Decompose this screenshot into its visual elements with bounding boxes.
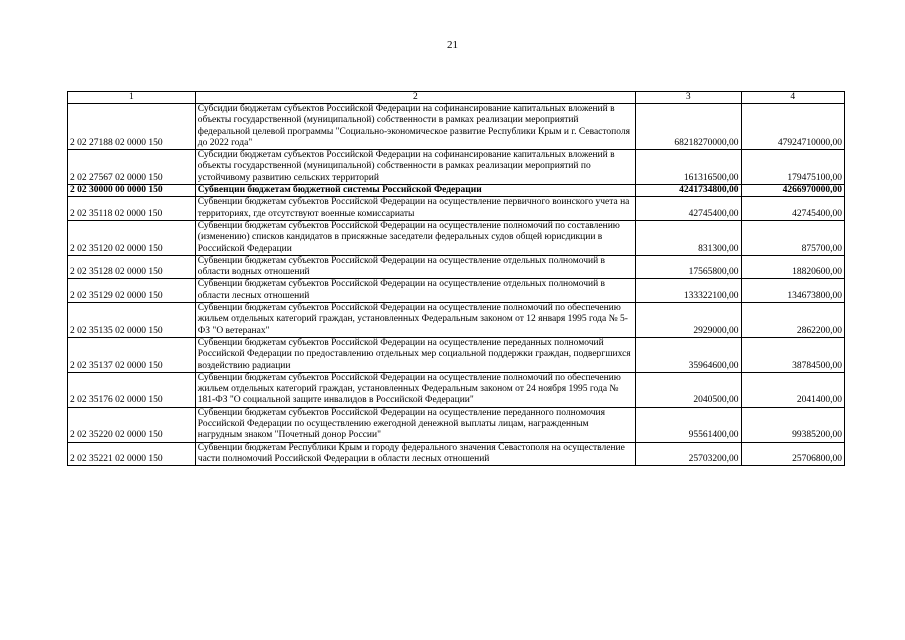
amount-col4-cell: 875700,00 [741,220,845,255]
amount-col4-cell: 2862200,00 [741,303,845,338]
amount-col4-cell: 99385200,00 [741,407,845,442]
description-cell: Субсидии бюджетам субъектов Российской Федерации на софинансирование капитальных вложений в объекты государственной (муниципальной) собственности в рамках реализации мероприятий федеральной целевой программы "Социально-экономическое развитие Республики Крым и г. Севастополя до 2022 года" [195,104,635,150]
table-row [68,104,845,150]
amount-col3-cell: 2929000,00 [636,303,741,338]
amount-col3-cell: 68218270000,00 [636,104,741,150]
table-row [68,442,845,466]
budget-table [67,91,845,466]
table-row [68,197,845,221]
budget-code-cell: 2 02 30000 00 0000 150 [68,185,196,197]
budget-code-cell: 2 02 35176 02 0000 150 [68,372,196,407]
amount-col3-cell: 17565800,00 [636,255,741,279]
description-cell: Субвенции бюджетам бюджетной системы Российской Федерации [195,185,635,197]
description-cell: Субвенции бюджетам субъектов Российской Федерации на осуществление полномочий по обеспечению жильем отдельных категорий граждан, установленных Федеральным законом от 24 ноября 1995 года № 181-ФЗ "О социальной защите инвалидов в Российской Федерации" [195,372,635,407]
table-row [68,220,845,255]
amount-col4-cell: 179475100,00 [741,150,845,185]
amount-col4-cell: 38784500,00 [741,337,845,372]
description-cell: Субвенции бюджетам субъектов Российской Федерации на осуществление переданного полномочия Российской Федерации по осуществлению ежегодной денежной выплаты лицам, награжденным нагрудным знаком "Почетный донор России" [195,407,635,442]
amount-col4-cell: 18820600,00 [741,255,845,279]
amount-col4-cell: 47924710000,00 [741,104,845,150]
table-row [68,303,845,338]
amount-col4-cell: 4266970000,00 [741,185,845,197]
column-header-1: 1 [68,92,196,104]
column-header-2: 2 [195,92,635,104]
description-cell: Субвенции бюджетам субъектов Российской Федерации на осуществление отдельных полномочий в области водных отношений [195,255,635,279]
budget-code-cell: 2 02 35118 02 0000 150 [68,197,196,221]
column-header-4: 4 [741,92,845,104]
budget-code-cell: 2 02 35120 02 0000 150 [68,220,196,255]
budget-code-cell: 2 02 35129 02 0000 150 [68,279,196,303]
amount-col3-cell: 95561400,00 [636,407,741,442]
table-row [68,337,845,372]
page-number: 21 [447,39,458,51]
description-cell: Субвенции бюджетам субъектов Российской Федерации на осуществление отдельных полномочий в области лесных отношений [195,279,635,303]
table-row [68,279,845,303]
description-cell: Субвенции бюджетам Республики Крым и городу федерального значения Севастополя на осуществление части полномочий Российской Федерации в области лесных отношений [195,442,635,466]
table-row [68,407,845,442]
description-cell: Субвенции бюджетам субъектов Российской Федерации на осуществление переданных полномочий Российской Федерации по предоставлению отдельных мер социальной поддержки граждан, подвергшихся воздействию радиации [195,337,635,372]
budget-code-cell: 2 02 35220 02 0000 150 [68,407,196,442]
budget-code-cell: 2 02 35221 02 0000 150 [68,442,196,466]
table-row [68,255,845,279]
budget-code-cell: 2 02 27567 02 0000 150 [68,150,196,185]
amount-col3-cell: 25703200,00 [636,442,741,466]
amount-col4-cell: 2041400,00 [741,372,845,407]
description-cell: Субвенции бюджетам субъектов Российской Федерации на осуществление полномочий по составлению (изменению) списков кандидатов в присяжные заседатели федеральных судов общей юрисдикции в Российской Федерации [195,220,635,255]
budget-code-cell: 2 02 35135 02 0000 150 [68,303,196,338]
amount-col3-cell: 2040500,00 [636,372,741,407]
budget-code-cell: 2 02 35128 02 0000 150 [68,255,196,279]
description-cell: Субсидии бюджетам субъектов Российской Федерации на софинансирование капитальных вложений в объекты государственной (муниципальной) собственности в рамках реализации мероприятий по устойчивому развитию сельских территорий [195,150,635,185]
amount-col4-cell: 42745400,00 [741,197,845,221]
amount-col3-cell: 133322100,00 [636,279,741,303]
table-header-row [68,92,845,104]
column-header-3: 3 [636,92,741,104]
amount-col3-cell: 831300,00 [636,220,741,255]
description-cell: Субвенции бюджетам субъектов Российской Федерации на осуществление первичного воинского учета на территориях, где отсутствуют военные комиссариаты [195,197,635,221]
table-row [68,150,845,185]
amount-col4-cell: 25706800,00 [741,442,845,466]
amount-col3-cell: 161316500,00 [636,150,741,185]
amount-col4-cell: 134673800,00 [741,279,845,303]
amount-col3-cell: 35964600,00 [636,337,741,372]
amount-col3-cell: 4241734800,00 [636,185,741,197]
description-cell: Субвенции бюджетам субъектов Российской Федерации на осуществление полномочий по обеспечению жильем отдельных категорий граждан, установленных Федеральным законом от 12 января 1995 года № 5-ФЗ "О ветеранах" [195,303,635,338]
budget-code-cell: 2 02 27188 02 0000 150 [68,104,196,150]
table-row [68,372,845,407]
amount-col3-cell: 42745400,00 [636,197,741,221]
budget-code-cell: 2 02 35137 02 0000 150 [68,337,196,372]
table-row [68,185,845,197]
